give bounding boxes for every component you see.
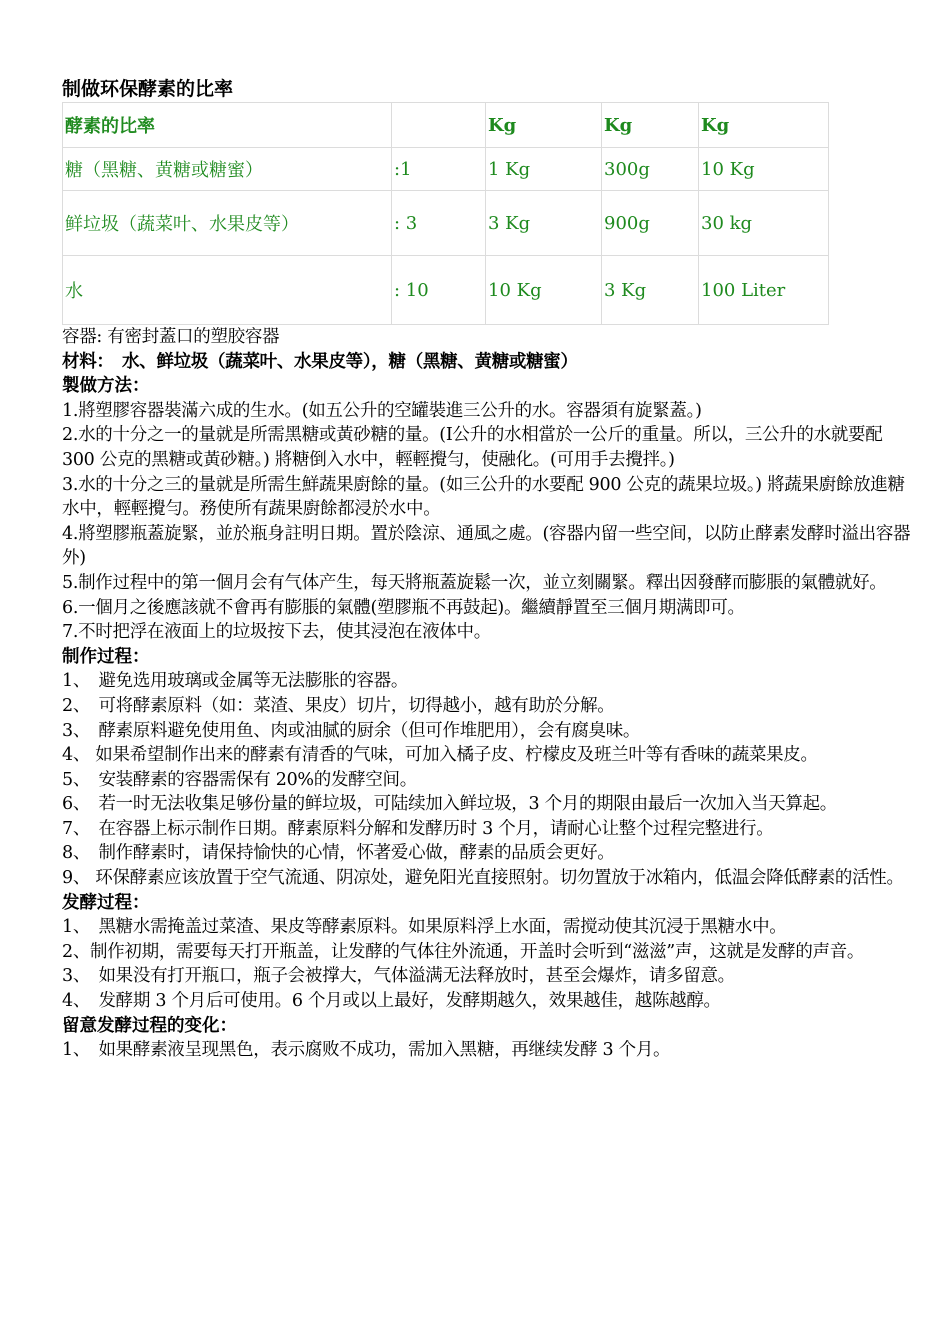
materials-line: 材料： 水、鲜垃圾（蔬菜叶、水果皮等），糖（黑糖、黄糖或糖蜜） xyxy=(62,351,578,372)
ratio-table xyxy=(62,102,829,325)
fermentation-heading: 发酵过程： xyxy=(62,892,150,913)
container-line: 容器: 有密封蓋口的塑胶容器 xyxy=(62,327,280,347)
table-cell: 水 xyxy=(63,256,392,325)
table-row xyxy=(63,148,829,191)
fermentation-item: 4、 发酵期 3 个月后可使用。6 个月或以上最好，发酵期越久，效果越佳，越陈越醇。 xyxy=(62,991,721,1012)
process-heading: 制作过程： xyxy=(62,646,150,667)
table-header-cell: Kg xyxy=(699,103,829,148)
fermentation-item: 3、 如果没有打开瓶口，瓶子会被撑大，气体溢满无法释放时，甚至会爆炸，请多留意。 xyxy=(62,966,735,987)
method-step: 7.不时把浮在液面上的垃圾按下去，使其浸泡在液体中。 xyxy=(62,622,491,643)
changes-item: 1、 如果酵素液呈现黑色，表示腐败不成功，需加入黑糖，再继续发酵 3 个月。 xyxy=(62,1040,671,1061)
process-item: 2、 可将酵素原料（如：菜渣、果皮）切片，切得越小，越有助於分解。 xyxy=(62,695,615,716)
table-cell: : 3 xyxy=(392,191,486,256)
document-page xyxy=(62,76,920,1063)
process-item: 7、 在容器上标示制作日期。酵素原料分解和发酵历时 3 个月，请耐心让整个过程完整进行。 xyxy=(62,818,774,839)
table-row xyxy=(63,256,829,325)
table-cell: 100 Liter xyxy=(699,256,829,325)
fermentation-item: 2、制作初期，需要每天打开瓶盖，让发酵的气体往外流通，开盖时会听到“滋滋”声，这就是发酵的声音。 xyxy=(62,941,865,962)
process-item: 6、 若一时无法收集足够份量的鲜垃圾，可陆续加入鲜垃圾，3 个月的期限由最后一次加入当天算起。 xyxy=(62,794,837,815)
table-header-cell: Kg xyxy=(602,103,699,148)
table-header-cell: 酵素的比率 xyxy=(63,103,392,148)
method-step: 4.將塑膠瓶蓋旋緊，並於瓶身註明日期。置於陰涼、通風之處。(容器内留一些空间，以防止酵素发酵时溢出容器外) xyxy=(62,523,911,569)
table-header-row xyxy=(63,103,829,148)
method-step: 6.一個月之後應該就不會再有膨脹的氣體(塑膠瓶不再鼓起)。繼續靜置至三個月期满即可。 xyxy=(62,597,745,618)
table-cell: 鲜垃圾（蔬菜叶、水果皮等） xyxy=(63,191,392,256)
method-heading: 製做方法： xyxy=(62,376,150,397)
process-item: 4、 如果希望制作出来的酵素有清香的气味，可加入橘子皮、柠檬皮及班兰叶等有香味的蔬菜果皮。 xyxy=(62,745,818,766)
method-step: 5.制作过程中的第一個月会有气体产生，每天將瓶蓋旋鬆一次，並立刻關緊。釋出因發酵而膨脹的氣體就好。 xyxy=(62,572,887,593)
fermentation-item: 1、 黑糖水需掩盖过菜渣、果皮等酵素原料。如果原料浮上水面，需搅动使其沉浸于黑糖水中。 xyxy=(62,917,787,938)
table-cell: :1 xyxy=(392,148,486,191)
document-title: 制做环保酵素的比率 xyxy=(62,78,234,100)
table-cell: 1 Kg xyxy=(486,148,602,191)
table-cell: 10 Kg xyxy=(699,148,829,191)
table-header-cell xyxy=(392,103,486,148)
method-step: 3.水的十分之三的量就是所需生鮮蔬果廚餘的量。(如三公升的水要配 900 公克的蔬果垃圾。) 將蔬果廚餘放進糖水中，輕輕攪勻。務使所有蔬果廚餘都浸於水中。 xyxy=(62,474,905,520)
table-cell: : 10 xyxy=(392,256,486,325)
process-item: 3、 酵素原料避免使用鱼、肉或油腻的厨余（但可作堆肥用），会有腐臭味。 xyxy=(62,720,641,741)
table-header-cell: Kg xyxy=(486,103,602,148)
table-row xyxy=(63,191,829,256)
table-cell: 30 kg xyxy=(699,191,829,256)
table-cell: 300g xyxy=(602,148,699,191)
table-cell: 900g xyxy=(602,191,699,256)
table-cell: 3 Kg xyxy=(486,191,602,256)
method-step: 2.水的十分之一的量就是所需黑糖或黃砂糖的量。(Ⅰ公升的水相當於一公斤的重量。所以，三公升的水就要配 300 公克的黑糖或黃砂糖。) 將糖倒入水中，輕輕攪勻，使融化。(可用手去攪拌。) xyxy=(62,425,883,470)
changes-heading: 留意发酵过程的变化： xyxy=(62,1015,237,1036)
table-cell: 3 Kg xyxy=(602,256,699,325)
table-cell: 10 Kg xyxy=(486,256,602,325)
process-item: 8、 制作酵素时，请保持愉快的心情，怀著爱心做，酵素的品质会更好。 xyxy=(62,843,615,864)
process-item: 5、 安装酵素的容器需保有 20%的发酵空间。 xyxy=(62,769,417,790)
table-cell: 糖（黑糖、黄糖或糖蜜） xyxy=(63,148,392,191)
method-step: 1.將塑膠容器裝滿六成的生水。(如五公升的空罐裝進三公升的水。容器須有旋緊蓋。) xyxy=(62,400,702,421)
process-item: 1、 避免选用玻璃或金属等无法膨胀的容器。 xyxy=(62,671,409,692)
process-item: 9、 环保酵素应该放置于空气流通、阴凉处，避免阳光直接照射。切勿置放于冰箱内，低温会降低酵素的活性。 xyxy=(62,868,904,889)
